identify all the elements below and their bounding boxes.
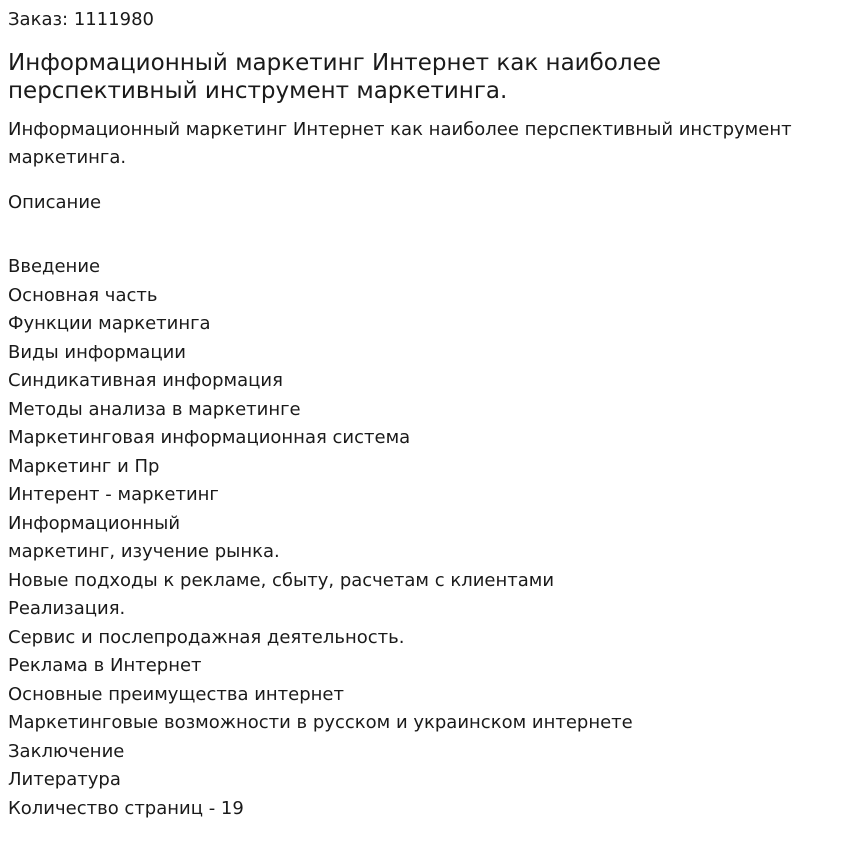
toc-item: Информационный (8, 512, 181, 534)
toc-item: Основная часть (8, 284, 158, 306)
toc-item: Функции маркетинга (8, 313, 211, 334)
page-subtitle: Информационный маркетинг Интернет как наиболее перспективный инструмент маркетинга. (8, 119, 792, 168)
description-label: Описание (8, 192, 102, 213)
toc-item: Литература (8, 769, 121, 790)
toc-item: Реализация. (8, 598, 126, 619)
toc-item: Маркетинговые возможности в русском и украинском интернете (8, 712, 633, 733)
toc-item: Введение (8, 256, 101, 277)
page-title: Информационный маркетинг Интернет как наиболее перспективный инструмент маркетинга. (8, 50, 661, 104)
toc-item: Сервис и послепродажная деятельность. (8, 626, 405, 648)
toc-item: Виды информации (8, 341, 186, 363)
toc-item: Заключение (8, 740, 125, 762)
toc-item: Методы анализа в маркетинге (8, 398, 301, 420)
toc-item: Реклама в Интернет (8, 655, 202, 676)
table-of-contents (8, 253, 839, 823)
toc-item: Синдикативная информация (8, 370, 283, 391)
toc-item: Маркетинг и Пр (8, 455, 160, 477)
page-count: Количество страниц - 19 (8, 797, 244, 819)
toc-item: Маркетинговая информационная система (8, 427, 411, 448)
toc-item: Интерент - маркетинг (8, 484, 219, 505)
toc-item: маркетинг, изучение рынка. (8, 541, 280, 562)
toc-item: Основные преимущества интернет (8, 683, 344, 705)
toc-item: Новые подходы к рекламе, сбыту, расчетам с клиентами (8, 569, 555, 591)
order-number: Заказ: 1111980 (8, 9, 154, 30)
